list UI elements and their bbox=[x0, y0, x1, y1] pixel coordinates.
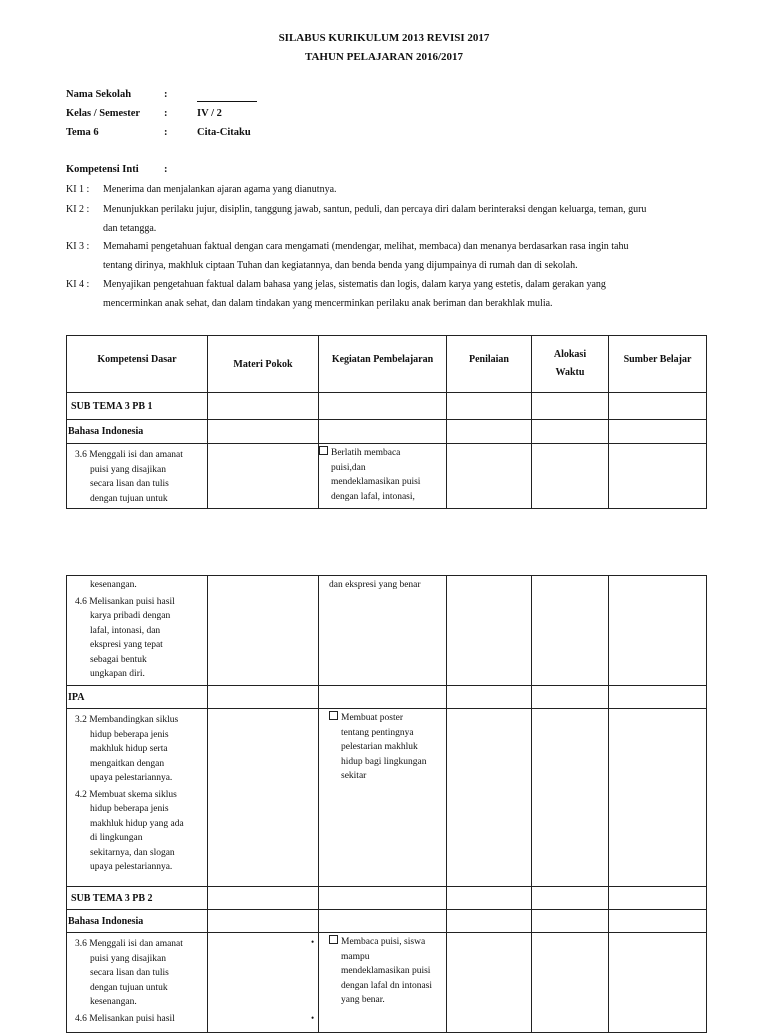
document-title: SILABUS KURIKULUM 2013 REVISI 2017 bbox=[278, 32, 490, 44]
bullet-icon: • bbox=[311, 1013, 315, 1023]
header-kegiatan-pembelajaran: Kegiatan Pembelajaran bbox=[319, 336, 447, 393]
kegiatan-cell: Membaca puisi, siswa mampu mendeklamasikan puisi dengan lafal dn intonasi yang benar. bbox=[319, 933, 447, 1033]
checkbox-icon bbox=[329, 935, 338, 944]
header-alokasi-label: Alokasi bbox=[553, 349, 587, 360]
ki-4 bbox=[66, 275, 702, 313]
table-row bbox=[67, 420, 707, 444]
ki-1 bbox=[66, 180, 702, 199]
info-row-tema bbox=[0, 127, 768, 141]
checkbox-icon bbox=[319, 446, 328, 455]
subject-bahasa-indonesia: Bahasa Indonesia bbox=[67, 420, 208, 444]
document-subtitle: TAHUN PELAJARAN 2016/2017 bbox=[304, 51, 464, 63]
table-row bbox=[67, 709, 707, 887]
ki-3-text-cont: tentang dirinya, makhluk ciptaan Tuhan dan kegiatannya, dan benda benda yang dijumpainya di rumah dan di sekolah. bbox=[103, 260, 578, 271]
tema-label: Tema 6 bbox=[66, 127, 99, 138]
kompetensi-inti-heading: Kompetensi Inti bbox=[66, 164, 139, 175]
ki-1-label: KI 1 : bbox=[66, 184, 90, 195]
nama-sekolah-label: Nama Sekolah bbox=[66, 89, 132, 100]
header-sumber-belajar: Sumber Belajar bbox=[609, 336, 707, 393]
kd-cell: 3.6 Menggali isi dan amanat puisi yang disajikan secara lisan dan tulis dengan tujuan untuk kesenangan. 4.6 Melisankan puisi hasil bbox=[67, 933, 208, 1033]
ki-1-text: Menerima dan menjalankan ajaran agama yang dianutnya. bbox=[103, 184, 337, 195]
header-alokasi-waktu bbox=[532, 336, 609, 393]
kompetensi-inti-colon: : bbox=[164, 164, 168, 175]
header-waktu-label: Waktu bbox=[555, 367, 585, 378]
info-row-kelas bbox=[0, 108, 768, 122]
silabus-table-part-2 bbox=[66, 575, 707, 1033]
checkbox-icon bbox=[329, 711, 338, 720]
ki-4-label: KI 4 : bbox=[66, 279, 90, 290]
header-penilaian: Penilaian bbox=[447, 336, 532, 393]
table-row bbox=[67, 444, 707, 509]
subject-bahasa-indonesia-2: Bahasa Indonesia bbox=[67, 910, 208, 933]
ki-2-text-cont: dan tetangga. bbox=[103, 223, 157, 234]
header-materi-pokok: Materi Pokok bbox=[208, 336, 319, 393]
nama-sekolah-colon: : bbox=[164, 89, 168, 100]
tema-colon: : bbox=[164, 127, 168, 138]
kd-cell: kesenangan. 4.6 Melisankan puisi hasil karya pribadi dengan lafal, intonasi, dan ekspresi yang tepat sebagai bentuk ungkapan diri. bbox=[67, 576, 208, 686]
subject-ipa: IPA bbox=[67, 686, 208, 709]
ki-4-text: Menyajikan pengetahuan faktual dalam bahasa yang jelas, sistematis dan logis, dalam karya yang estetis, dalam gerakan yang bbox=[103, 279, 606, 290]
table-row bbox=[67, 576, 707, 686]
kd-cell: 3.2 Membandingkan siklus hidup beberapa jenis makhluk hidup serta mengaitkan dengan upaya pelestariannya. 4.2 Membuat skema siklus hidup beberapa jenis makhluk hidup yang ada di lingkungan sekitarnya, dan slogan upaya pelestariannya. bbox=[67, 709, 208, 887]
ki-2 bbox=[66, 200, 702, 238]
kd-cell: 3.6 Menggali isi dan amanat puisi yang disajikan secara lisan dan tulis dengan tujuan untuk bbox=[67, 444, 208, 509]
ki-4-text-cont: mencerminkan anak sehat, dan dalam tindakan yang mencerminkan perilaku anak beriman dan berakhlak mulia. bbox=[103, 298, 553, 309]
kelas-value: IV / 2 bbox=[197, 108, 222, 119]
bullet-icon: • bbox=[311, 937, 315, 947]
info-row-nama-sekolah bbox=[0, 89, 768, 103]
kegiatan-cell: Membuat poster tentang pentingnya pelestarian makhluk hidup bagi lingkungan sekitar bbox=[319, 709, 447, 887]
subtema-pb1-label: SUB TEMA 3 PB 1 bbox=[67, 393, 208, 420]
ki-3-label: KI 3 : bbox=[66, 241, 90, 252]
table-row bbox=[67, 686, 707, 709]
table-row bbox=[67, 393, 707, 420]
ki-3-text: Memahami pengetahuan faktual dengan cara mengamati (mendengar, melihat, membaca) dan menanya berdasarkan rasa ingin tahu bbox=[103, 241, 629, 252]
kegiatan-cell: Berlatih membaca puisi,dan mendeklamasikan puisi dengan lafal, intonasi, bbox=[319, 444, 447, 509]
ki-2-label: KI 2 : bbox=[66, 204, 90, 215]
tema-value: Cita-Citaku bbox=[197, 127, 251, 138]
table-row bbox=[67, 933, 707, 1033]
ki-2-text: Menunjukkan perilaku jujur, disiplin, tanggung jawab, santun, peduli, dan percaya diri dalam berinteraksi dengan keluarga, teman, guru bbox=[103, 204, 647, 215]
kompetensi-inti-heading-row bbox=[0, 164, 768, 178]
kegiatan-cell: dan ekspresi yang benar bbox=[319, 576, 447, 686]
header-kompetensi-dasar: Kompetensi Dasar bbox=[67, 336, 208, 393]
nama-sekolah-blank-line bbox=[197, 101, 257, 102]
ki-3 bbox=[66, 237, 702, 275]
kelas-label: Kelas / Semester bbox=[66, 108, 141, 119]
table-row bbox=[67, 887, 707, 910]
silabus-table-part-1 bbox=[66, 335, 707, 509]
table-header-row bbox=[67, 336, 707, 393]
kelas-colon: : bbox=[164, 108, 168, 119]
subtema-pb2-label: SUB TEMA 3 PB 2 bbox=[67, 887, 208, 910]
table-row bbox=[67, 910, 707, 933]
